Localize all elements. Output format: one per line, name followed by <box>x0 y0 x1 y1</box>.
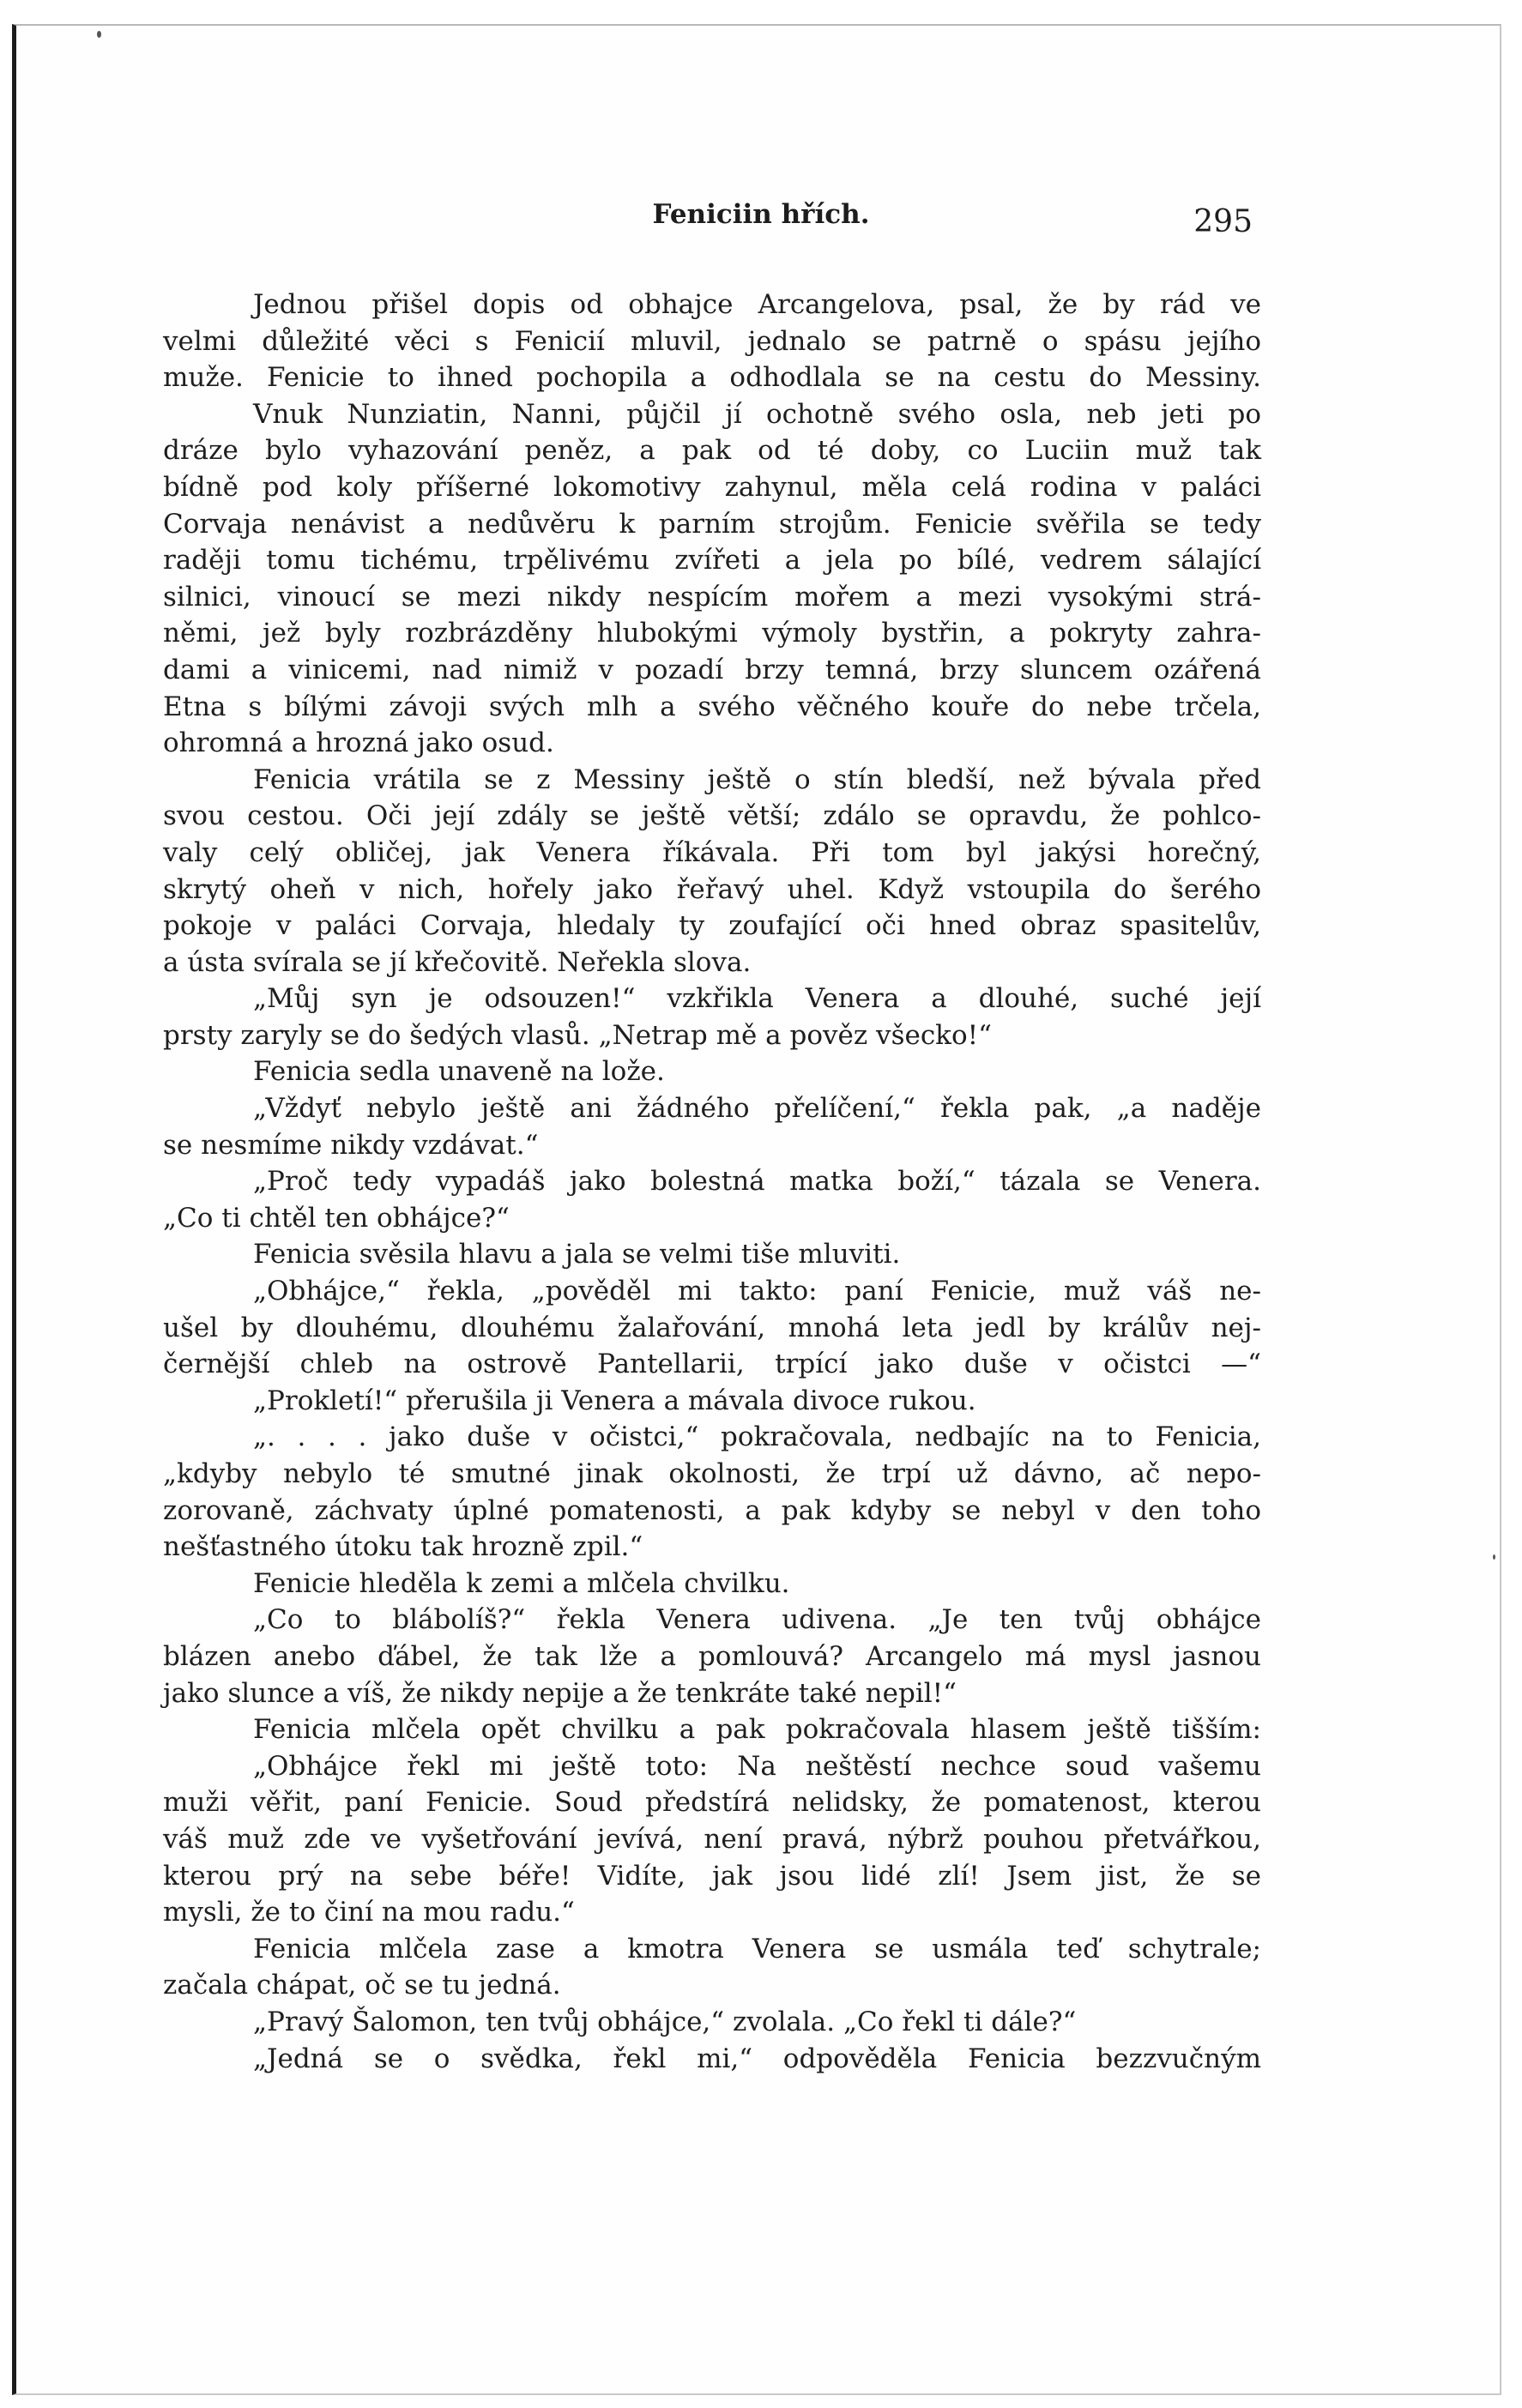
text-line: „Proč tedy vypadáš jako bolestná matka boží,“ tázala se Venera. <box>253 1166 1261 1198</box>
text-line: začala chápat, oč se tu jedná. <box>163 1970 561 2001</box>
text-line: Fenicia sedla unaveně na lože. <box>253 1056 665 1088</box>
text-line: muži věřit, paní Fenicie. Soud předstírá nelidsky, že pomatenost, kterou <box>163 1787 1261 1819</box>
text-line: skrytý oheň v nich, hořely jako řeřavý uhel. Když vstoupila do šerého <box>163 873 1261 905</box>
text-line: Fenicia mlčela zase a kmotra Venera se usmála teď schytrale; <box>253 1933 1261 1964</box>
text-line: velmi důležité věci s Fenicií mluvil, jednalo se patrně o spásu jejího <box>163 325 1261 357</box>
text-line: „Vždyť nebylo ještě ani žádného přelíčení,“ řekla pak, „a naděje <box>253 1093 1261 1125</box>
text-line: dami a vinicemi, nad nimiž v pozadí brzy temná, brzy sluncem ozářená <box>163 654 1261 685</box>
text-line: „kdyby nebylo té smutné jinak okolnosti, že trpí už dávno, ač nepo- <box>163 1458 1261 1489</box>
text-line: silnici, vinoucí se mezi nikdy nespícím mořem a mezi vysokými strá- <box>163 581 1261 613</box>
text-line: váš muž zde ve vyšetřování jevívá, není pravá, nýbrž pouhou přetvářkou, <box>163 1823 1261 1855</box>
text-line: Fenicia vrátila se z Messiny ještě o stín bledší, než bývala před <box>253 763 1261 795</box>
text-line: „Co ti chtěl ten obhájce?“ <box>163 1202 510 1234</box>
text-line: Fenicia mlčela opět chvilku a pak pokračovala hlasem ještě tišším: <box>253 1714 1261 1746</box>
text-line: Etna s bílými závoji svých mlh a svého věčného kouře do nebe trčela, <box>163 691 1261 722</box>
text-line: Fenicie hleděla k zemi a mlčela chvilku. <box>253 1567 790 1599</box>
text-line: Jednou přišel dopis od obhajce Arcangelova, psal, že by rád ve <box>253 289 1261 320</box>
text-line: Vnuk Nunziatin, Nanni, půjčil jí ochotně svého osla, neb jeti po <box>253 398 1261 430</box>
text-line: svou cestou. Oči její zdály se ještě větší; zdálo se opravdu, že pohlco- <box>163 800 1261 832</box>
text-line: bídně pod koly příšerné lokomotivy zahynul, měla celá rodina v paláci <box>163 471 1261 503</box>
text-line: „. . . . jako duše v očistci,“ pokračovala, nedbajíc na to Fenicia, <box>253 1421 1261 1453</box>
text-line: „Prokletí!“ přerušila ji Venera a mávala divoce rukou. <box>253 1385 976 1416</box>
scan-speck <box>97 31 101 38</box>
text-line: muže. Fenicie to ihned pochopila a odhodlala se na cestu do Messiny. <box>163 362 1261 394</box>
text-line: jako slunce a víš, že nikdy nepije a že tenkráte také nepil!“ <box>163 1677 957 1709</box>
running-head: Feniciin hřích. <box>652 199 870 230</box>
text-line: mysli, že to činí na mou radu.“ <box>163 1897 575 1928</box>
text-line: a ústa svírala se jí křečovitě. Neřekla slova. <box>163 946 752 978</box>
text-line: blázen anebo ďábel, že tak lže a pomlouvá? Arcangelo má mysl jasnou <box>163 1640 1261 1672</box>
text-line: ušel by dlouhému, dlouhému žalařování, mnohá leta jedl by králův nej- <box>163 1312 1261 1343</box>
scan-speck <box>1493 1554 1495 1560</box>
text-line: dráze bylo vyhazování peněz, a pak od té doby, co Luciin muž tak <box>163 435 1261 467</box>
text-line: valy celý obličej, jak Venera říkávala. Při tom byl jakýsi horečný, <box>163 836 1261 868</box>
text-line: se nesmíme nikdy vzdávat.“ <box>163 1129 539 1161</box>
text-line: raději tomu tichému, trpělivému zvířeti a jela po bílé, vedrem sálající <box>163 545 1261 576</box>
text-line: němi, jež byly rozbrázděny hlubokými výmoly bystřin, a pokryty zahra- <box>163 618 1261 649</box>
text-line: kterou prý na sebe béře! Vidíte, jak jsou lidé zlí! Jsem jist, že se <box>163 1860 1261 1892</box>
body-text <box>163 287 1261 2077</box>
text-line: „Jedná se o svědka, řekl mi,“ odpověděla Fenicia bezzvučným <box>253 2043 1261 2074</box>
text-line: černější chleb na ostrově Pantellarii, trpící jako duše v očistci —“ <box>163 1349 1261 1380</box>
text-line: prsty zaryly se do šedých vlasů. „Netrap mě a pověz všecko!“ <box>163 1019 992 1051</box>
text-line: Corvaja nenávist a nedůvěru k parním strojům. Fenicie svěřila se tedy <box>163 508 1261 540</box>
text-line: „Můj syn je odsouzen!“ vzkřikla Venera a dlouhé, suché její <box>253 983 1261 1015</box>
text-line: ohromná a hrozná jako osud. <box>163 727 554 759</box>
text-line: Fenicia svěsila hlavu a jala se velmi tiše mluviti. <box>253 1239 901 1270</box>
text-line: „Pravý Šalomon, ten tvůj obhájce,“ zvolala. „Co řekl ti dále?“ <box>253 2006 1077 2037</box>
text-line: „Co to blábolíš?“ řekla Venera udivena. „Je ten tvůj obhájce <box>253 1604 1261 1636</box>
text-line: pokoje v paláci Corvaja, hledaly ty zoufající oči hned obraz spasitelův, <box>163 910 1261 942</box>
text-line: „Obhájce řekl mi ještě toto: Na neštěstí nechce soud vašemu <box>253 1750 1261 1782</box>
text-line: zorovaně, záchvaty úplné pomatenosti, a pak kdyby se nebyl v den toho <box>163 1494 1261 1526</box>
text-line: „Obhájce,“ řekla, „pověděl mi takto: paní Fenicie, muž váš ne- <box>253 1276 1261 1307</box>
text-line: nešťastného útoku tak hrozně zpil.“ <box>163 1531 643 1563</box>
page-number: 295 <box>1193 204 1253 239</box>
